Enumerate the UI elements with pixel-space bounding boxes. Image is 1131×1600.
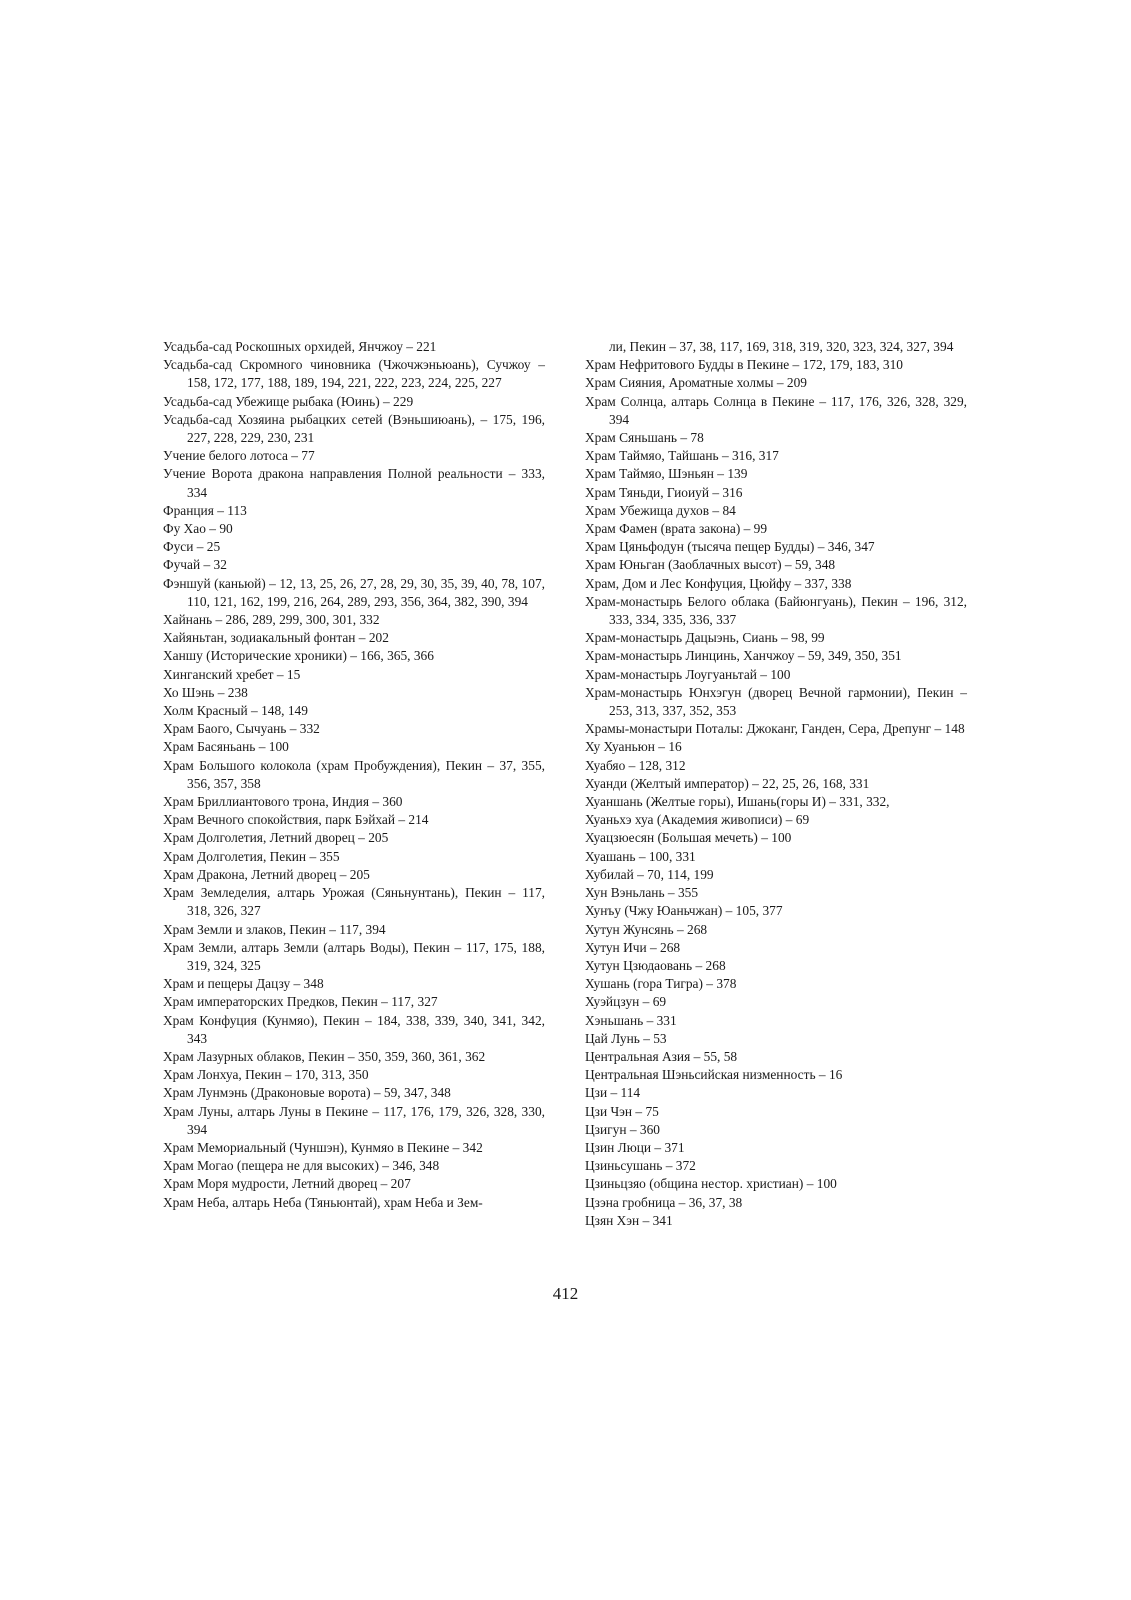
index-entry: Хутун Жунсянь – 268 [585, 921, 708, 937]
index-entry: Храм Моря мудрости, Летний дворец – 207 [163, 1176, 411, 1192]
index-entry: Хэньшань – 331 [585, 1012, 677, 1028]
page-number: 412 [552, 1284, 579, 1303]
index-entry: Храм Земли и злаков, Пекин – 117, 394 [163, 921, 386, 937]
index-entry: Фуси – 25 [163, 539, 221, 555]
index-entry: Храм Бриллиантового трона, Индия – 360 [163, 794, 403, 810]
index-entry: Храм Неба, алтарь Неба (Тяньюнтай), храм Неба и Зем- [163, 1194, 483, 1210]
index-entry: Цзиньцзяо (община нестор. христиан) – 100 [585, 1176, 837, 1192]
index-entry: Цзиньсушань – 372 [585, 1158, 696, 1174]
index-entry: Цзи Чэн – 75 [585, 1103, 659, 1119]
index-entry-continuation: ли, Пекин – 37, 38, 117, 169, 318, 319, 320, 323, 324, 327, 394 [609, 339, 954, 354]
index-entry: Храм Лунмэнь (Драконовые ворота) – 59, 347, 348 [163, 1085, 451, 1101]
index-entry: Храм Мемориальный (Чуншэн), Кунмяо в Пекине – 342 [163, 1139, 483, 1155]
index-entry: Хайнань – 286, 289, 299, 300, 301, 332 [163, 612, 380, 628]
index-entry: Храм Нефритового Будды в Пекине – 172, 179, 183, 310 [585, 357, 904, 373]
index-entry: Храм Фамен (врата закона) – 99 [585, 521, 768, 537]
index-entry: Фу Хао – 90 [163, 521, 233, 537]
index-entry: Холм Красный – 148, 149 [163, 703, 308, 719]
index-entry: Храм Баого, Сычуань – 332 [163, 721, 320, 737]
index-entry: Цзин Люци – 371 [585, 1139, 685, 1155]
index-entry: Хутун Ичи – 268 [585, 939, 681, 955]
index-entry: Храм Вечного спокойствия, парк Бэйхай – 214 [163, 812, 429, 828]
index-entry: Цай Лунь – 53 [585, 1030, 667, 1046]
index-entry: Ху Хуаньюн – 16 [585, 739, 682, 755]
index-entry: Храм Луны, алтарь Луны в Пекине – 117, 176, 179, 326, 328, 330, 394 [163, 1103, 545, 1137]
index-entry: Центральная Азия – 55, 58 [585, 1048, 738, 1064]
index-entry: Хуаншань (Желтые горы), Ишань(горы И) – 331, 332, [585, 794, 890, 810]
index-entry: Хуабяо – 128, 312 [585, 757, 686, 773]
index-entry: Храм Могао (пещера не для высоких) – 346, 348 [163, 1158, 440, 1174]
index-entry: Храм Конфуция (Кунмяо), Пекин – 184, 338, 339, 340, 341, 342, 343 [163, 1012, 545, 1046]
index-entry: Храм-монастырь Лоугуаньтай – 100 [585, 666, 791, 682]
index-column-left [163, 338, 545, 1212]
index-entry: Храм Сяньшань – 78 [585, 430, 704, 446]
index-entry: Храм Таймяо, Тайшань – 316, 317 [585, 448, 779, 464]
index-entry: Храм Убежища духов – 84 [585, 502, 736, 518]
index-entry: Храм Сияния, Ароматные холмы – 209 [585, 375, 807, 391]
index-entry: Храм Большого колокола (храм Пробуждения), Пекин – 37, 355, 356, 357, 358 [163, 757, 545, 791]
index-entry: Учение белого лотоса – 77 [163, 448, 315, 464]
index-entry: Храм Солнца, алтарь Солнца в Пекине – 117, 176, 326, 328, 329, 394 [585, 393, 967, 427]
index-entry: Франция – 113 [163, 502, 247, 518]
index-entry: Храм Таймяо, Шэньян – 139 [585, 466, 748, 482]
index-entry: Храм Лазурных облаков, Пекин – 350, 359, 360, 361, 362 [163, 1048, 486, 1064]
index-entry: Храм Лонхуа, Пекин – 170, 313, 350 [163, 1067, 369, 1083]
index-entry: Храм-монастырь Юнхэгун (дворец Вечной гармонии), Пекин – 253, 313, 337, 352, 353 [585, 684, 967, 719]
index-entry: Храм Басяньань – 100 [163, 739, 289, 755]
index-entry: Храм императорских Предков, Пекин – 117, 327 [163, 994, 438, 1010]
index-entry: Усадьба-сад Убежище рыбака (Юинь) – 229 [163, 393, 414, 409]
index-entry: Хуашань – 100, 331 [585, 848, 696, 864]
index-entry: Хуацзюесян (Большая мечеть) – 100 [585, 830, 792, 846]
index-entry: Храм Земледелия, алтарь Урожая (Сяньнунтань), Пекин – 117, 318, 326, 327 [163, 885, 545, 919]
index-entry: Усадьба-сад Хозяина рыбацких сетей (Вэньшиюань), – 175, 196, 227, 228, 229, 230, 231 [163, 411, 545, 446]
index-entry: Цзигун – 360 [585, 1121, 660, 1137]
index-entry: Ханшу (Исторические хроники) – 166, 365, 366 [163, 648, 434, 664]
index-entry: Храм и пещеры Дацзу – 348 [163, 976, 324, 992]
index-entry: Цзян Хэн – 341 [585, 1212, 673, 1228]
index-entry: Учение Ворота дракона направления Полной реальности – 333, 334 [163, 466, 545, 500]
index-entry: Фэншуй (каньюй) – 12, 13, 25, 26, 27, 28, 29, 30, 35, 39, 40, 78, 107, 110, 121, 162, 199, 216, 264, 289, 293, 356, 364, 382, 390, 394 [163, 575, 545, 609]
index-entry: Храм Долголетия, Летний дворец – 205 [163, 830, 389, 846]
index-entry: Храм Цяньфодун (тысяча пещер Будды) – 346, 347 [585, 539, 875, 555]
index-entry: Фучай – 32 [163, 557, 227, 573]
index-entry: Хутун Цзюдаовань – 268 [585, 957, 726, 973]
index-entry: Центральная Шэньсийская низменность – 16 [585, 1067, 843, 1083]
index-entry: Храм-монастырь Дацыэнь, Сиань – 98, 99 [585, 630, 825, 646]
index-entry: Хо Шэнь – 238 [163, 684, 248, 700]
index-entry: Усадьба-сад Роскошных орхидей, Янчжоу – 221 [163, 339, 437, 354]
index-entry: Храм, Дом и Лес Конфуция, Цюйфу – 337, 338 [585, 575, 852, 591]
index-entry: Храм-монастырь Белого облака (Байюнгуань), Пекин – 196, 312, 333, 334, 335, 336, 337 [585, 593, 967, 628]
index-entry: Хушань (гора Тигра) – 378 [585, 976, 737, 992]
index-entry: Цзи – 114 [585, 1085, 641, 1101]
index-entry: Усадьба-сад Скромного чиновника (Чжочжэньюань), Сучжоу – 158, 172, 177, 188, 189, 194, 221, 222, 223, 224, 225, 227 [163, 357, 545, 391]
index-entry: Цзэна гробница – 36, 37, 38 [585, 1194, 743, 1210]
index-column-right [585, 338, 967, 1230]
index-entry: Хайяньтан, зодиакальный фонтан – 202 [163, 630, 389, 646]
index-entry: Хун Вэньлань – 355 [585, 885, 699, 901]
index-entry: Хуанди (Желтый император) – 22, 25, 26, 168, 331 [585, 775, 870, 791]
index-entry: Храм Долголетия, Пекин – 355 [163, 848, 340, 864]
index-entry: Храм-монастырь Линцинь, Ханчжоу – 59, 349, 350, 351 [585, 648, 902, 664]
index-entry: Храм Тяньди, Гиоиуй – 316 [585, 484, 743, 500]
index-entry: Хуэйцзун – 69 [585, 994, 667, 1010]
index-entry: Храм Юньган (Заоблачных высот) – 59, 348 [585, 557, 836, 573]
index-entry: Храмы-монастыри Поталы: Джоканг, Ганден, Сера, Дрепунг – 148 [585, 721, 965, 737]
index-entry: Хубилай – 70, 114, 199 [585, 866, 714, 882]
index-entry: Хинганский хребет – 15 [163, 666, 301, 682]
index-entry: Хуаньхэ хуа (Академия живописи) – 69 [585, 812, 810, 828]
index-entry: Храм Дракона, Летний дворец – 205 [163, 866, 370, 882]
index-entry: Хунъу (Чжу Юаньчжан) – 105, 377 [585, 903, 783, 919]
index-entry: Храм Земли, алтарь Земли (алтарь Воды), Пекин – 117, 175, 188, 319, 324, 325 [163, 939, 545, 973]
